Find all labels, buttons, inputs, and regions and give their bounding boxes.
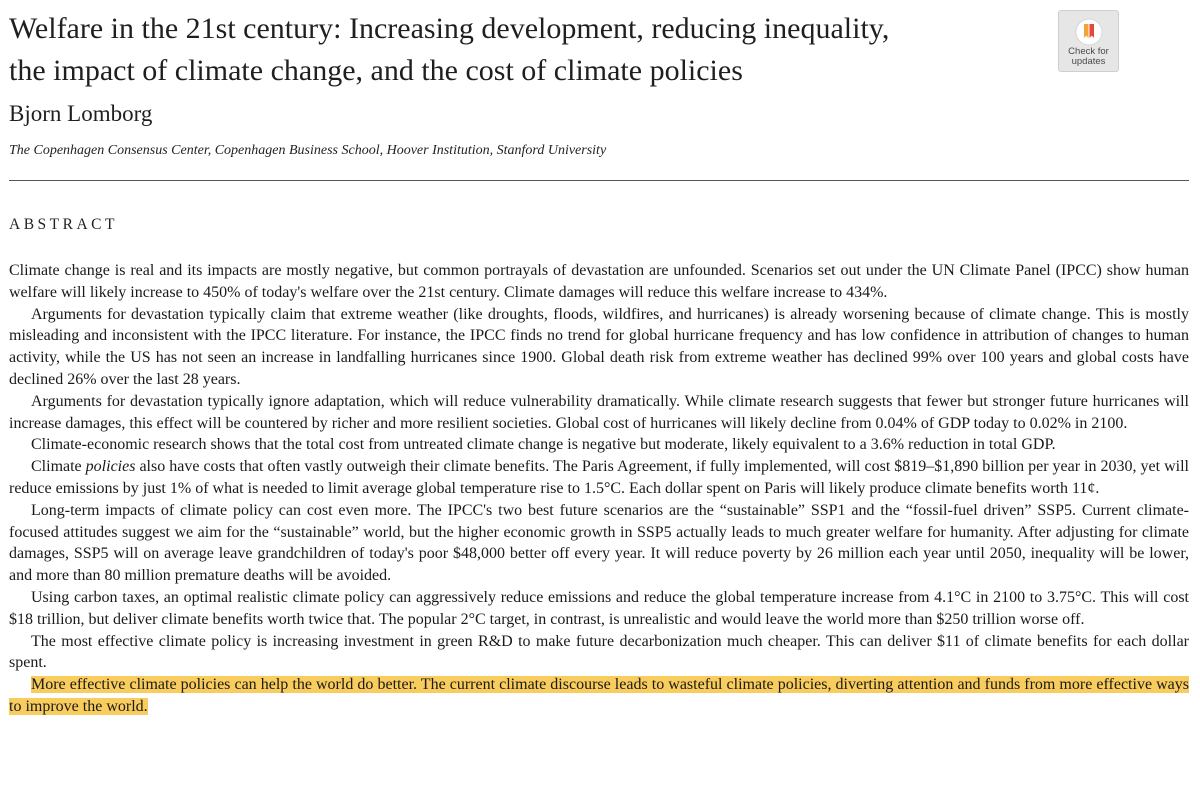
abstract-paragraph — [9, 456, 1189, 500]
text-run: Climate — [31, 458, 86, 476]
highlight: More effective climate policies can help the world do better. The current climate discourse leads to wasteful climate policies, diverting attention and funds from more effective ways to improve the world. — [9, 676, 1189, 715]
author-name: Bjorn Lomborg — [9, 101, 153, 126]
check-for-updates-badge[interactable] — [1058, 10, 1119, 72]
bookmark-icon — [1074, 17, 1104, 47]
title-line-2: the impact of climate change, and the cost of climate policies — [9, 54, 743, 87]
title-line-1: Welfare in the 21st century: Increasing development, reducing inequality, — [9, 12, 890, 45]
highlighted-paragraph — [9, 674, 1189, 718]
abstract-paragraph: Using carbon taxes, an optimal realistic climate policy can aggressively reduce emissions and reduce the global temperature increase from 4.1°C in 2100 to 3.75°C. This will cost $18 trillion, but deliver climate benefits worth twice that. The popular 2°C target, in contrast, is unrealistic and would leave the world more than $250 trillion worse off. — [9, 588, 1189, 628]
emphasis-policies: policies — [85, 458, 136, 476]
header-divider — [9, 180, 1189, 181]
badge-label: Check for updates — [1068, 46, 1109, 67]
abstract-paragraph: Climate change is real and its impacts are mostly negative, but common portrayals of devastation are unfounded. Scenarios set out under the UN Climate Panel (IPCC) show human welfare will likely increase to 450% of today's welfare over the 21st century. Climate damages will reduce this welfare increase to 434%. — [9, 262, 1189, 301]
text-run: also have costs that often vastly outweigh their climate benefits. The Paris Agreement, if fully implemented, will cost $819–$1,890 billion per year in 2030, yet will reduce emissions by just 1% of what is needed to limit average global temperature rise to 1.5°C. Each dollar spent on Paris will likely produce climate benefits worth 11¢. — [9, 458, 1189, 497]
abstract-heading: ABSTRACT — [9, 216, 118, 233]
abstract-body — [9, 260, 1189, 718]
abstract-paragraph: Long-term impacts of climate policy can cost even more. The IPCC's two best future scenarios are the “sustainable” SSP1 and the “fossil-fuel driven” SSP5. Current climate-focused attitudes suggest we aim for the “sustainable” world, but the higher economic growth in SSP5 actually leads to much greater welfare for humanity. After adjusting for climate damages, SSP5 will on average leave grandchildren of today's poor $48,000 better off every year. It will reduce poverty by 26 million each year until 2050, inequality will be lower, and more than 80 million premature deaths will be avoided. — [9, 501, 1189, 585]
abstract-paragraph: Arguments for devastation typically ignore adaptation, which will reduce vulnerability dramatically. While climate research suggests that fewer but stronger future hurricanes will increase damages, this effect will be countered by richer and more resilient societies. Global cost of hurricanes will likely decline from 0.04% of GDP today to 0.02% in 2100. — [9, 392, 1189, 432]
author-affiliation: The Copenhagen Consensus Center, Copenhagen Business School, Hoover Institution, Stanford University — [9, 143, 607, 158]
abstract-paragraph: Climate-economic research shows that the total cost from untreated climate change is negative but moderate, likely equivalent to a 3.6% reduction in total GDP. — [31, 436, 1056, 454]
article-title — [9, 8, 1039, 92]
abstract-paragraph: The most effective climate policy is increasing investment in green R&D to make future decarbonization much cheaper. This can deliver $11 of climate benefits for each dollar spent. — [9, 632, 1189, 672]
abstract-paragraph: Arguments for devastation typically claim that extreme weather (like droughts, floods, wildfires, and hurricanes) is already worsening because of climate change. This is mostly misleading and inconsistent with the IPCC literature. For instance, the IPCC finds no trend for global hurricane frequency and has low confidence in attribution of changes to human activity, while the US has not seen an increase in landfalling hurricanes since 1900. Global death risk from extreme weather has declined 99% over 100 years and global costs have declined 26% over the last 28 years. — [9, 305, 1189, 388]
